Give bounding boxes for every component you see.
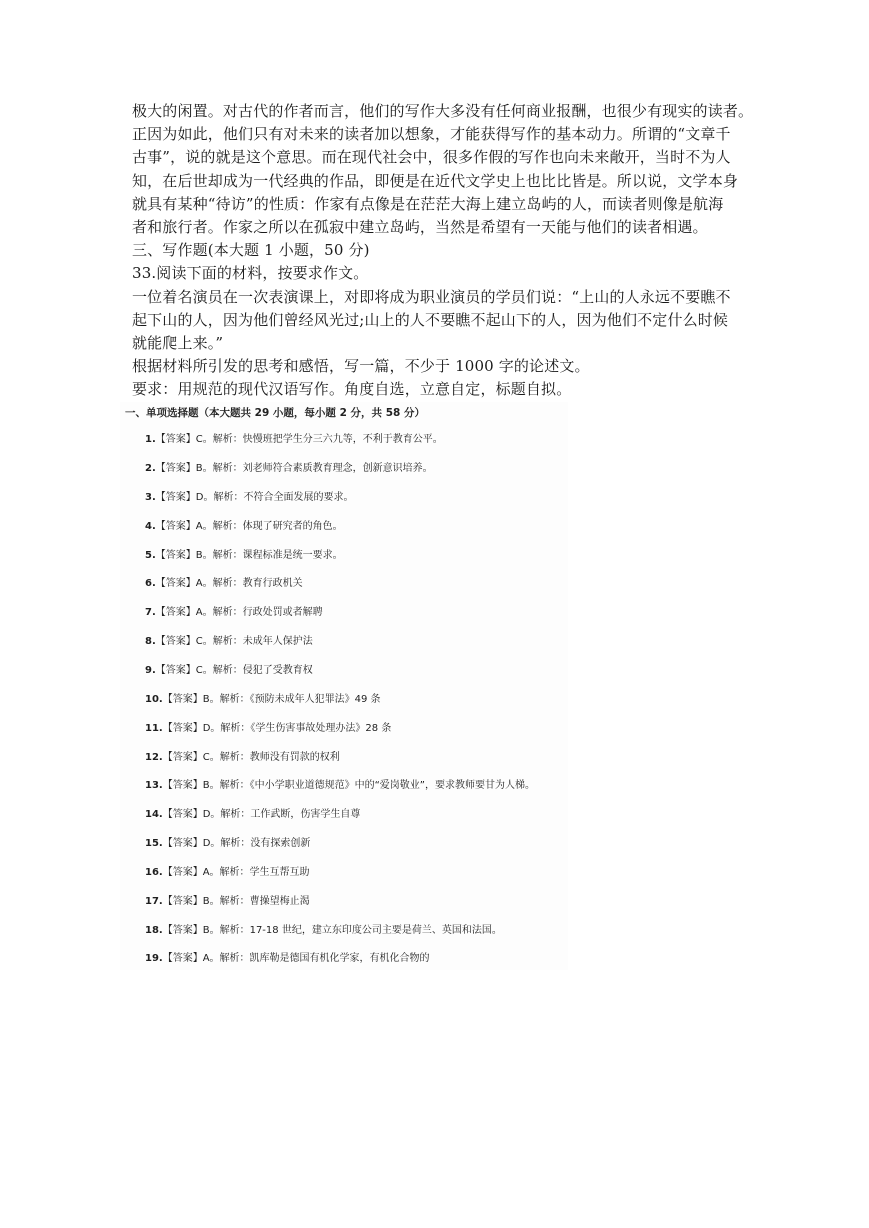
answer-text: 【答案】C。解析：未成年人保护法 <box>155 636 313 647</box>
paragraph-line: 就具有某种“待访”的性质：作家有点像是在茫茫大海上建立岛屿的人，而读者则像是航海 <box>132 194 724 213</box>
answer-number: 15. <box>145 838 163 849</box>
answer-row <box>145 517 343 532</box>
answer-row <box>145 603 323 618</box>
question-prompt: 33.阅读下面的材料，按要求作文。 <box>132 264 369 283</box>
answer-number: 6. <box>145 578 156 589</box>
answer-text: 【答案】C。解析：快慢班把学生分三六九等，不利于教育公平。 <box>155 434 443 445</box>
paragraph-line: 极大的闲置。对古代的作者而言，他们的写作大多没有任何商业报酬，也很少有现实的读者。 <box>132 102 754 120</box>
answer-number: 2. <box>145 463 156 474</box>
answer-number: 11. <box>145 723 163 734</box>
answer-text: 【答案】B。解析：课程标准是统一要求。 <box>155 550 343 561</box>
answer-row <box>145 748 340 763</box>
answer-number: 17. <box>145 896 163 907</box>
body-text <box>132 100 752 401</box>
answer-row <box>145 488 353 503</box>
answer-number: 19. <box>145 953 163 964</box>
answer-row <box>145 834 310 849</box>
paragraph-line: 正因为如此，他们只有对未来的读者加以想象，才能获得写作的基本动力。所谓的“文章千 <box>132 125 731 144</box>
answer-row <box>145 863 310 878</box>
answer-row <box>145 574 303 589</box>
answer-text: 【答案】A。解析：体现了研究者的角色。 <box>155 521 343 532</box>
paragraph-line: 者和旅行者。作家之所以在孤寂中建立岛屿，当然是希望有一天能与他们的读者相遇。 <box>132 217 708 236</box>
answer-number: 14. <box>145 809 163 820</box>
answer-row <box>145 459 433 474</box>
answer-key-image <box>120 402 568 970</box>
answer-number: 10. <box>145 694 163 705</box>
answer-text: 【答案】B。解析：《中小学职业道德规范》中的“爱岗敬业”，要求教师要甘为人梯。 <box>162 780 535 791</box>
answer-number: 5. <box>145 550 156 561</box>
material-line: 一位着名演员在一次表演课上，对即将成为职业演员的学员们说：“上山的人永远不要瞧不 <box>132 287 731 306</box>
answer-row <box>145 892 310 907</box>
answer-number: 7. <box>145 607 156 618</box>
answer-number: 8. <box>145 636 156 647</box>
answer-row <box>145 776 535 791</box>
answer-row <box>145 546 343 561</box>
answer-text: 【答案】B。解析：曹操望梅止渴 <box>162 896 310 907</box>
answer-row <box>145 805 360 820</box>
paragraph-line: 知，在后世却成为一代经典的作品，即便是在近代文学史上也比比皆是。所以说，文学本身 <box>132 171 739 190</box>
requirement-line: 要求：用规范的现代汉语写作。角度自选，立意自定，标题自拟。 <box>132 380 572 399</box>
answer-text: 【答案】D。解析：工作武断，伤害学生自尊 <box>162 809 361 820</box>
answer-text: 【答案】C。解析：教师没有罚款的权利 <box>162 752 340 763</box>
answer-number: 12. <box>145 752 163 763</box>
answer-row <box>145 632 313 647</box>
answer-text: 【答案】A。解析：行政处罚或者解聘 <box>155 607 323 618</box>
answer-number: 18. <box>145 925 163 936</box>
paragraph-line: 古事”，说的就是这个意思。而在现代社会中，很多作假的写作也向未来敞开，当时不为人 <box>132 148 731 167</box>
answer-row <box>145 430 443 445</box>
material-line: 起下山的人，因为他们曾经风光过;山上的人不要瞧不起山下的人，因为他们不定什么时候 <box>132 310 729 329</box>
answer-text: 【答案】D。解析：《学生伤害事故处理办法》28 条 <box>162 723 392 734</box>
answer-number: 9. <box>145 665 156 676</box>
answer-text: 【答案】D。解析：没有探索创新 <box>162 838 311 849</box>
section-heading: 三、写作题(本大题 1 小题，50 分) <box>132 241 370 260</box>
answer-text: 【答案】B。解析：刘老师符合素质教育理念，创新意识培养。 <box>155 463 433 474</box>
answer-text: 【答案】A。解析：凯库勒是德国有机化学家，有机化合物的 <box>162 953 430 964</box>
answer-row <box>145 661 313 676</box>
answer-key-title: 一、单项选择题（本大题共 29 小题，每小题 2 分，共 58 分） <box>125 407 425 419</box>
answer-row <box>145 949 430 964</box>
answer-text: 【答案】A。解析：教育行政机关 <box>155 578 303 589</box>
answer-number: 3. <box>145 492 156 503</box>
answer-number: 1. <box>145 434 156 445</box>
instruction-line: 根据材料所引发的思考和感悟，写一篇，不少于 1000 字的论述文。 <box>132 357 590 376</box>
answer-number: 13. <box>145 780 163 791</box>
answer-row <box>145 690 380 705</box>
answer-number: 4. <box>145 521 156 532</box>
answer-text: 【答案】D。解析：不符合全面发展的要求。 <box>155 492 354 503</box>
answer-text: 【答案】B。解析：《预防未成年人犯罪法》49 条 <box>162 694 381 705</box>
answer-text: 【答案】C。解析：侵犯了受教育权 <box>155 665 313 676</box>
answer-text: 【答案】B。解析：17-18 世纪，建立东印度公司主要是荷兰、英国和法国。 <box>162 925 502 936</box>
answer-row <box>145 719 391 734</box>
answer-row <box>145 921 502 936</box>
answer-number: 16. <box>145 867 163 878</box>
material-line: 就能爬上来。” <box>132 333 224 352</box>
answer-text: 【答案】A。解析：学生互帮互助 <box>162 867 310 878</box>
